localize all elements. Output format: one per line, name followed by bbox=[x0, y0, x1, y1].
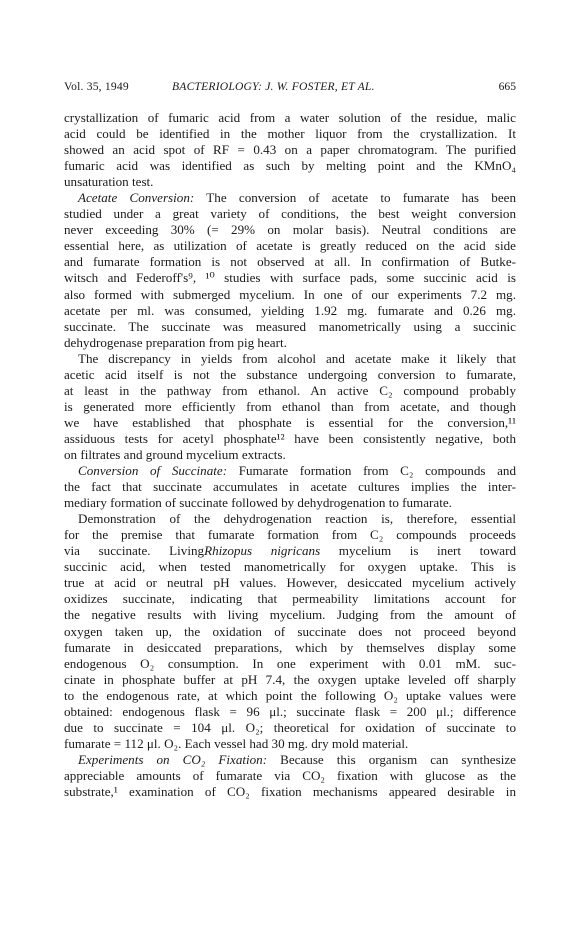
line-text: true at acid or neutral pH values. However, desiccated mycelium actively bbox=[64, 575, 516, 591]
text-line bbox=[64, 174, 516, 190]
line-text: is generated more efficiently from ethanol than from acetate, and though bbox=[64, 398, 516, 414]
line-text: Fumarate formation from C₂ compounds and bbox=[227, 463, 516, 479]
text-line bbox=[64, 575, 516, 591]
line-text: via succinate. Living bbox=[64, 543, 205, 559]
text-line bbox=[64, 463, 516, 479]
line-text: acetic acid itself is not the substance undergoing conversion to fumarate, bbox=[64, 366, 516, 382]
text-line bbox=[64, 559, 516, 575]
text-line bbox=[64, 624, 516, 640]
text-line bbox=[64, 495, 516, 511]
section-heading: Conversion of Succinate: bbox=[78, 463, 228, 479]
text-line bbox=[64, 238, 516, 254]
line-text: due to succinate = 104 μl. O₂; theoretical for oxidation of succinate to bbox=[64, 719, 516, 735]
line-text: endogenous O₂ consumption. In one experiment with 0.01 mM. suc- bbox=[64, 655, 516, 671]
text-line bbox=[64, 607, 516, 623]
text-line bbox=[64, 110, 516, 126]
line-text: never exceeding 30% (= 29% on molar basis). Neutral conditions are bbox=[64, 222, 516, 238]
volume-info: Vol. 35, 1949 bbox=[64, 80, 129, 93]
line-text: on filtrates and ground mycelium extracts. bbox=[64, 446, 286, 462]
text-line bbox=[64, 222, 516, 238]
line-text: succinate. The succinate was measured manometrically using a succinic bbox=[64, 318, 516, 334]
text-line bbox=[64, 270, 516, 286]
text-line bbox=[64, 447, 516, 463]
text-line bbox=[64, 527, 516, 543]
body-text bbox=[64, 110, 516, 800]
line-text: we have established that phosphate is essential for the conversion,¹¹ bbox=[64, 414, 516, 430]
line-text: oxidizes succinate, indicating that permeability limitations account for bbox=[64, 591, 516, 607]
text-line bbox=[64, 335, 516, 351]
line-text: The conversion of acetate to fumarate has been bbox=[194, 190, 516, 206]
text-line bbox=[64, 672, 516, 688]
running-title: BACTERIOLOGY: J. W. FOSTER, ET AL. bbox=[172, 80, 375, 93]
line-text: assiduous tests for acetyl phosphate¹² have been consistently negative, both bbox=[64, 430, 516, 446]
line-text: appreciable amounts of fumarate via CO₂ fixation with glucose as the bbox=[64, 767, 516, 783]
text-line bbox=[64, 383, 516, 399]
text-line bbox=[64, 399, 516, 415]
text-line bbox=[64, 367, 516, 383]
line-text: oxygen taken up, the oxidation of succinate does not proceed beyond bbox=[64, 623, 516, 639]
text-line bbox=[64, 158, 516, 174]
text-line bbox=[64, 254, 516, 270]
text-line bbox=[64, 126, 516, 142]
line-text: dehydrogenase preparation from pig heart. bbox=[64, 334, 287, 350]
text-line bbox=[64, 720, 516, 736]
line-text: mediary formation of succinate followed by dehydrogenation to fumarate. bbox=[64, 495, 452, 511]
text-line bbox=[64, 768, 516, 784]
text-line bbox=[64, 784, 516, 800]
text-line bbox=[64, 511, 516, 527]
text-line bbox=[64, 656, 516, 672]
line-text: fumarate = 112 μl. O₂. Each vessel had 30 mg. dry mold material. bbox=[64, 735, 409, 751]
line-text: and fumarate formation is not observed at all. In confirmation of Butke- bbox=[64, 254, 516, 270]
line-text: The discrepancy in yields from alcohol and acetate make it likely that bbox=[78, 350, 516, 366]
line-text: for the premise that fumarate formation from C₂ compounds proceeds bbox=[64, 527, 516, 543]
text-line bbox=[64, 415, 516, 431]
line-text: also formed with submerged mycelium. In one of our experiments 7.2 mg. bbox=[64, 286, 516, 302]
text-line bbox=[64, 190, 516, 206]
line-text: unsaturation test. bbox=[64, 174, 154, 190]
text-line bbox=[64, 752, 516, 768]
text-line bbox=[64, 479, 516, 495]
line-text: studied under a great variety of conditions, the best weight conversion bbox=[64, 206, 516, 222]
line-text: at least in the pathway from ethanol. An active C₂ compound probably bbox=[64, 382, 516, 398]
text-line bbox=[64, 704, 516, 720]
line-text: Demonstration of the dehydrogenation reaction is, therefore, essential bbox=[78, 511, 516, 527]
section-heading: Experiments on CO₂ Fixation: bbox=[78, 751, 268, 767]
line-text: the fact that succinate accumulates in acetate cultures implies the inter- bbox=[64, 479, 516, 495]
line-text: succinic acid, when tested manometrically for oxygen uptake. This is bbox=[64, 559, 516, 575]
line-text: acetate per ml. was consumed, yielding 1.92 mg. fumarate and 0.26 mg. bbox=[64, 302, 516, 318]
page-number: 665 bbox=[498, 80, 516, 93]
text-line bbox=[64, 431, 516, 447]
line-text: substrate,¹ examination of CO₂ fixation mechanisms appeared desirable in bbox=[64, 783, 516, 799]
line-text: fumarate in desiccated preparations, which by themselves display some bbox=[64, 639, 516, 655]
line-text: showed an acid spot of RF = 0.43 on a paper chromatogram. The purified bbox=[64, 142, 516, 158]
line-text: to the endogenous rate, at which point the following O₂ uptake values were bbox=[64, 687, 516, 703]
line-text: essential here, as utilization of acetate is greatly reduced on the acid side bbox=[64, 238, 516, 254]
line-text: Because this organism can synthesize bbox=[267, 751, 516, 767]
text-line bbox=[64, 142, 516, 158]
line-text: witsch and Federoff's⁹, ¹⁰ studies with surface pads, some succinic acid is bbox=[64, 270, 516, 286]
line-text: crystallization of fumaric acid from a water solution of the residue, malic bbox=[64, 110, 516, 125]
text-line bbox=[64, 543, 516, 559]
text-line bbox=[64, 640, 516, 656]
line-text: cinate in phosphate buffer at pH 7.4, the oxygen uptake leveled off sharply bbox=[64, 671, 516, 687]
line-text: obtained: endogenous flask = 96 μl.; succinate flask = 200 μl.; difference bbox=[64, 703, 516, 719]
text-line bbox=[64, 319, 516, 335]
text-line bbox=[64, 736, 516, 752]
line-text: the negative results with living mycelium. Judging from the amount of bbox=[64, 607, 516, 623]
text-line bbox=[64, 591, 516, 607]
text-line bbox=[64, 303, 516, 319]
text-line bbox=[64, 287, 516, 303]
line-text: fumaric acid was identified as such by melting point and the KMnO₄ bbox=[64, 158, 516, 174]
section-heading: Acetate Conversion: bbox=[78, 190, 195, 206]
line-text: acid could be identified in the mother liquor from the crystallization. It bbox=[64, 126, 516, 142]
text-line bbox=[64, 206, 516, 222]
text-line bbox=[64, 351, 516, 367]
line-text: mycelium is inert toward bbox=[320, 543, 516, 559]
text-line bbox=[64, 688, 516, 704]
italic-term: Rhizopus nigricans bbox=[204, 543, 321, 559]
